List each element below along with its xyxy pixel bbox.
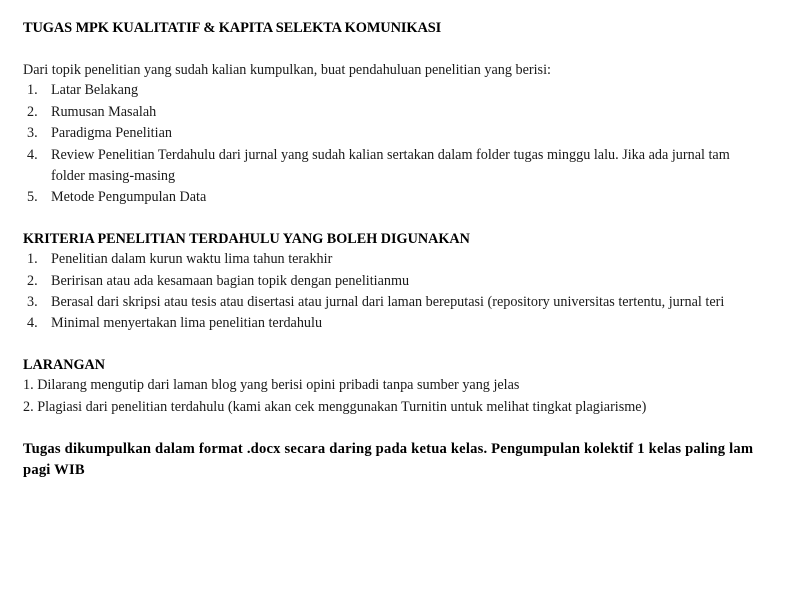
list-number: 4. [27, 315, 38, 331]
prohibition-item: 1. Dilarang mengutip dari laman blog yang berisi opini pribadi tanpa sumber yang jelas [23, 377, 520, 393]
list-text: Review Penelitian Terdahulu dari jurnal yang sudah kalian sertakan dalam folder tugas minggu lalu. Jika ada jurnal tam [51, 147, 730, 163]
list-number: 4. [27, 147, 38, 163]
list-text: Latar Belakang [51, 82, 139, 98]
list-text: Rumusan Masalah [51, 104, 157, 120]
prohibition-item: 2. Plagiasi dari penelitian terdahulu (kami akan cek menggunakan Turnitin untuk melihat tingkat plagiarisme) [23, 399, 647, 415]
list-number: 1. [27, 251, 38, 267]
intro-paragraph: Dari topik penelitian yang sudah kalian kumpulkan, buat pendahuluan penelitian yang berisi: [23, 62, 551, 78]
list-text: Minimal menyertakan lima penelitian terdahulu [51, 315, 323, 331]
list-text: Beririsan atau ada kesamaan bagian topik dengan penelitianmu [51, 273, 410, 289]
list-number: 1. [27, 82, 38, 98]
list-number: 2. [27, 104, 38, 120]
list-number: 3. [27, 125, 38, 141]
list-text: Metode Pengumpulan Data [51, 189, 207, 205]
list-text-continuation: folder masing-masing [51, 168, 176, 184]
list-text: Berasal dari skripsi atau tesis atau disertasi atau jurnal dari laman bereputasi (repository universitas tertentu, jurnal teri [51, 294, 725, 310]
list-number: 3. [27, 294, 38, 310]
prohibitions-heading: LARANGAN [23, 357, 105, 373]
list-number: 2. [27, 273, 38, 289]
list-number: 5. [27, 189, 38, 205]
submission-note-continuation: pagi WIB [23, 462, 85, 478]
document-title: TUGAS MPK KUALITATIF & KAPITA SELEKTA KOMUNIKASI [23, 20, 442, 36]
submission-note: Tugas dikumpulkan dalam format .docx secara daring pada ketua kelas. Pengumpulan kolektif 1 kelas paling lam [23, 441, 754, 457]
list-text: Penelitian dalam kurun waktu lima tahun terakhir [51, 251, 333, 267]
criteria-heading: KRITERIA PENELITIAN TERDAHULU YANG BOLEH DIGUNAKAN [23, 231, 470, 247]
list-text: Paradigma Penelitian [51, 125, 172, 141]
